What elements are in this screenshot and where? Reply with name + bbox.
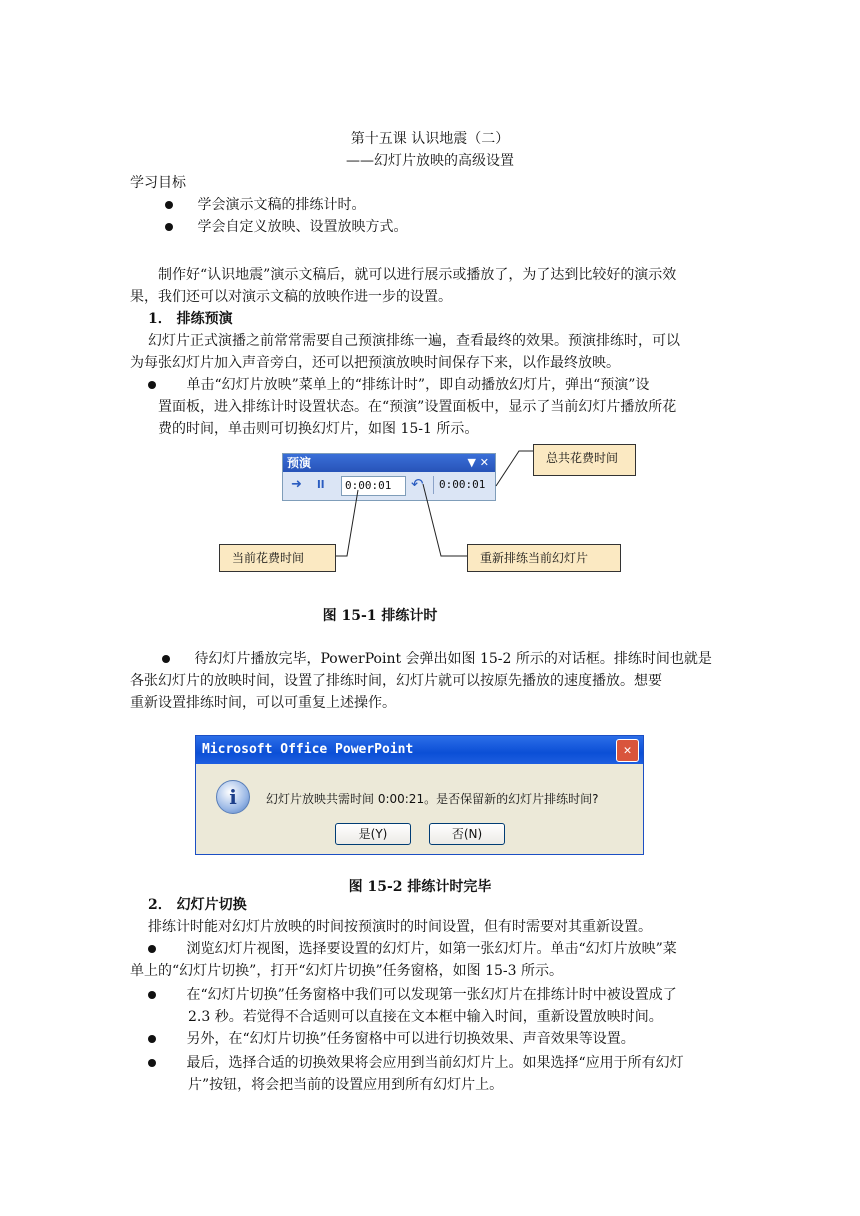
paragraph-line: 费的时间，单击则可切换幻灯片，如图 15-1 所示。 [158,421,479,437]
list-item: 待幻灯片播放完毕，PowerPoint 会弹出如图 15-2 所示的对话框。排练时间也就是 [162,648,712,670]
no-button[interactable]: 否(N) [429,823,505,845]
toolbar-titlebar: 预演 ▼ ✕ [283,454,495,472]
intro-line: 果，我们还可以对演示文稿的放映作进一步的设置。 [130,289,452,305]
callout-total-time: 总共花费时间 [533,444,636,476]
powerpoint-dialog [195,735,644,855]
paragraph-line: 单上的“幻灯片切换”，打开“幻灯片切换”任务窗格，如图 15-3 所示。 [130,963,563,979]
list-item: 在“幻灯片切换”任务窗格中我们可以发现第一张幻灯片在排练计时中被设置成了 [148,984,677,1006]
dialog-titlebar: Microsoft Office PowerPoint ✕ [196,736,643,764]
pause-icon[interactable]: ll [317,478,325,491]
total-time: 0:00:01 [439,478,486,491]
toolbar-controls[interactable]: ▼ ✕ [467,456,489,469]
objective-item: 学会演示文稿的排练计时。 [165,194,365,216]
callout-repeat: 重新排练当前幻灯片 [467,544,621,572]
bullet-icon [148,945,156,953]
page-subtitle: ——幻灯片放映的高级设置 [346,153,514,169]
list-item: 单击“幻灯片放映”菜单上的“排练计时”，即自动播放幻灯片，弹出“预演”设 [148,374,649,396]
paragraph-line: 片”按钮，将会把当前的设置应用到所有幻灯片上。 [188,1077,504,1093]
bullet-icon [148,991,156,999]
close-icon[interactable]: ✕ [616,739,639,762]
bullet-icon [148,1059,156,1067]
repeat-icon[interactable]: ↶ [411,475,424,493]
figure-caption: 图 15-1 排练计时 [322,608,438,624]
list-item: 另外，在“幻灯片切换”任务窗格中可以进行切换效果、声音效果等设置。 [148,1028,635,1050]
paragraph-line: 置面板，进入排练计时设置状态。在“预演”设置面板中，显示了当前幻灯片播放所花 [158,399,677,415]
section-heading: 2． 幻灯片切换 [148,897,247,913]
objective-item: 学会自定义放映、设置放映方式。 [165,216,407,238]
intro-line: 制作好“认识地震”演示文稿后，就可以进行展示或播放了，为了达到比较好的演示效 [158,267,677,283]
objectives-heading: 学习目标 [130,175,186,191]
bullet-icon [162,655,170,663]
callout-current-time: 当前花费时间 [219,544,336,572]
list-item: 浏览幻灯片视图，选择要设置的幻灯片，如第一张幻灯片。单击“幻灯片放映”菜 [148,938,677,960]
paragraph-line: 幻灯片正式演播之前常常需要自己预演排练一遍，查看最终的效果。预演排练时，可以 [148,333,680,349]
paragraph-line: 重新设置排练时间，可以可重复上述操作。 [130,695,396,711]
yes-button[interactable]: 是(Y) [335,823,411,845]
section-heading: 1． 排练预演 [148,311,233,327]
paragraph-line: 排练计时能对幻灯片放映的时间按预演时的时间设置，但有时需要对其重新设置。 [148,919,652,935]
paragraph-line: 2.3 秒。若觉得不合适则可以直接在文本框中输入时间，重新设置放映时间。 [188,1009,663,1025]
dialog-message: 幻灯片放映共需时间 0:00:21。是否保留新的幻灯片排练时间? [266,792,599,806]
paragraph-line: 各张幻灯片的放映时间，设置了排练时间，幻灯片就可以按原先播放的速度播放。想要 [130,673,662,689]
current-time-field[interactable]: 0:00:01 [341,476,406,496]
page-title: 第十五课 认识地震（二） [350,131,510,147]
next-icon[interactable]: ➜ [291,477,302,492]
figure-caption: 图 15-2 排练计时完毕 [348,879,492,895]
bullet-icon [148,1035,156,1043]
info-icon: i [216,780,250,814]
paragraph-line: 为每张幻灯片加入声音旁白，还可以把预演放映时间保存下来，以作最终放映。 [130,355,620,371]
list-item: 最后，选择合适的切换效果将会应用到当前幻灯片上。如果选择“应用于所有幻灯 [148,1052,684,1074]
